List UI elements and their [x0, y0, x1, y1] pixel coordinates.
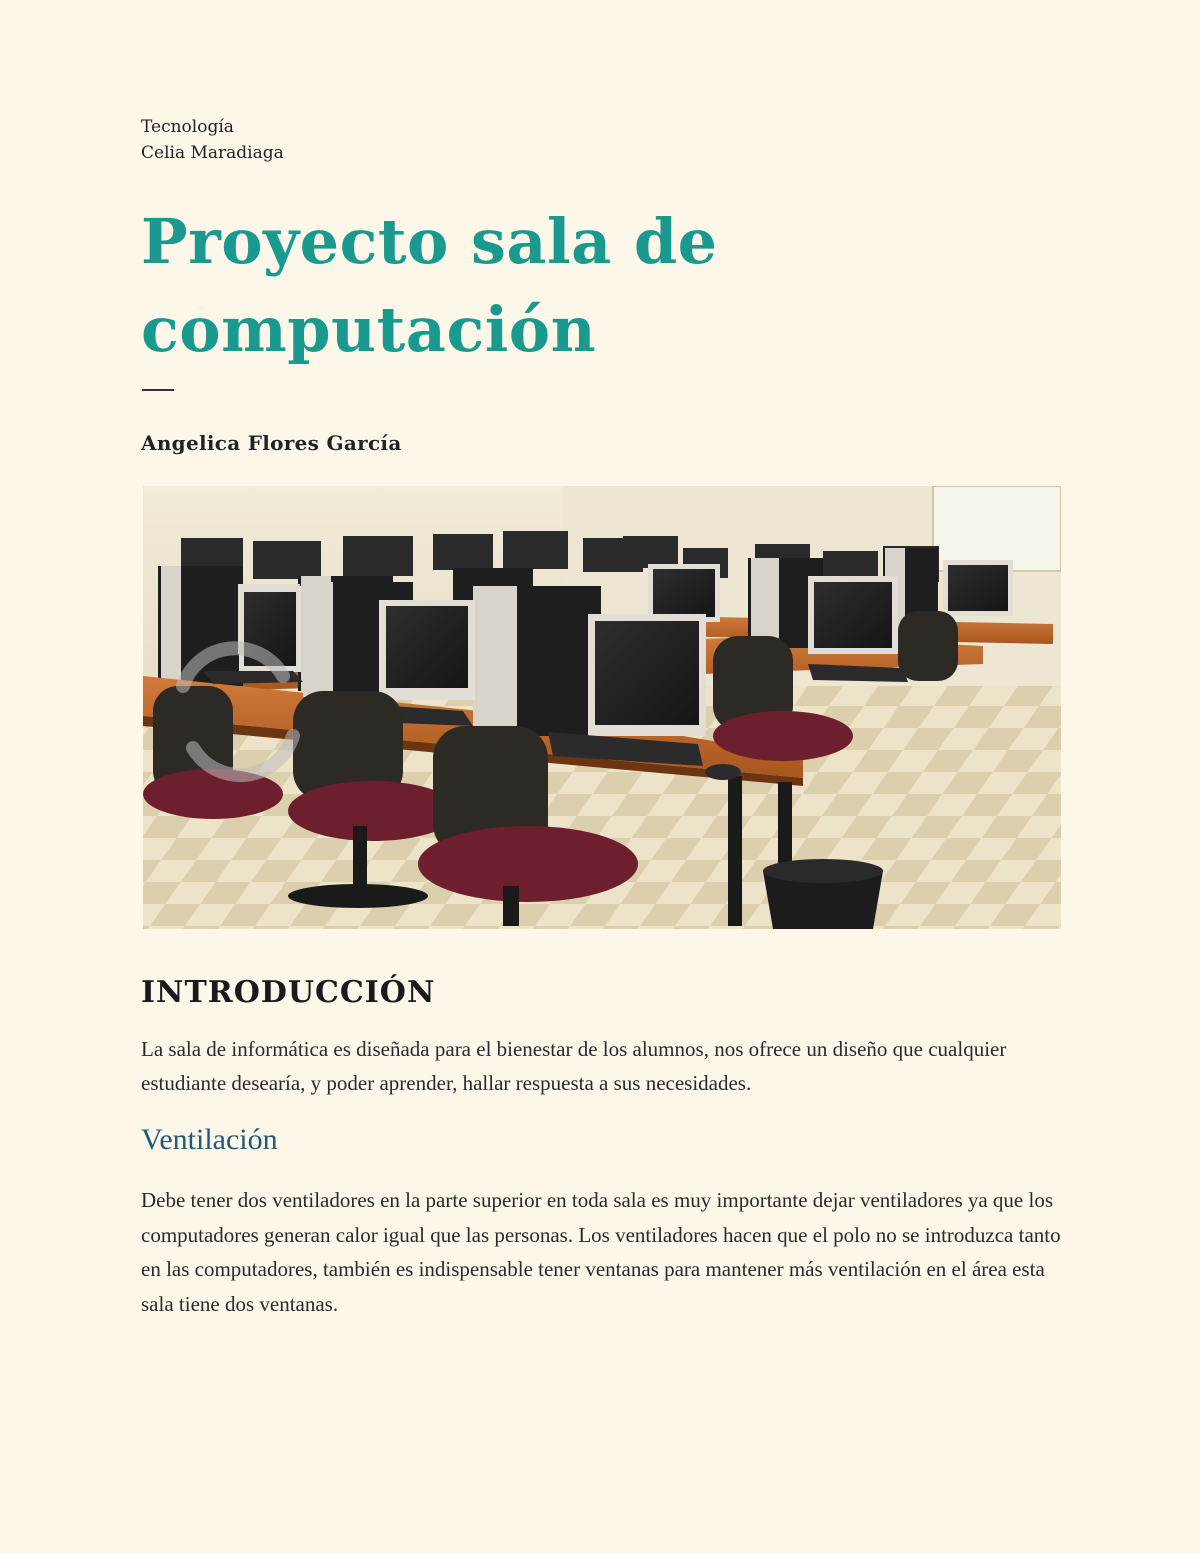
document-title: Proyecto sala de computación	[141, 205, 718, 366]
section-body-introduccion: La sala de informática es diseñada para el bienestar de los alumnos, nos ofrece un diseño que cualquier estudiante desearía, y poder aprender, hallar respuesta a sus necesidades.	[141, 1037, 1007, 1095]
teacher-name: Celia Maradiaga	[141, 143, 284, 163]
section-heading-introduccion: INTRODUCCIÓN	[141, 975, 436, 1010]
document-meta	[141, 114, 284, 166]
author-name: Angelica Flores García	[141, 431, 402, 455]
subject-label: Tecnología	[141, 117, 234, 137]
section-body-ventilacion: Debe tener dos ventiladores en la parte superior en toda sala es muy importante dejar ventiladores ya que los computadores generan calor igual que las personas. Los ventiladores hacen que el polo no se introduzca tanto en las computadores, también es indispensable tener ventanas para mantener más ventilación en el área esta sala tiene dos ventanas.	[141, 1188, 1061, 1316]
title-divider	[142, 389, 174, 391]
section-heading-ventilacion: Ventilación	[141, 1123, 278, 1156]
computer-lab-photo	[143, 486, 1061, 929]
